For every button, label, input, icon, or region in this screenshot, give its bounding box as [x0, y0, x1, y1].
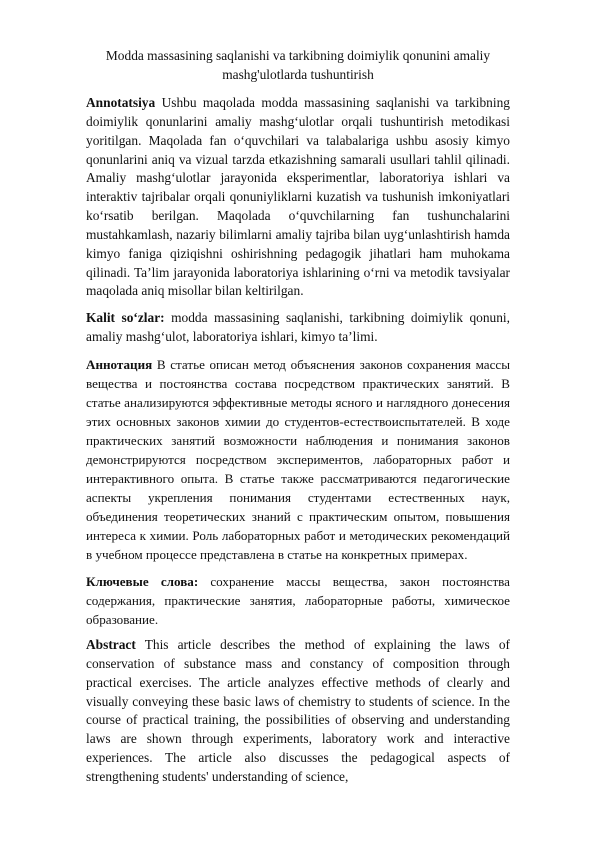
abstract-en-heading: Abstract	[86, 636, 136, 652]
keywords-ru	[86, 572, 510, 629]
abstract-en-text: This article describes the method of explaining the laws of conservation of substance mass and constancy of composition through practical exercises. The article analyzes effective methods of clearly and visually conveying these basic laws of chemistry to students of science. In the course of practical training, the possibilities of observing and understanding laws are shown through experiments, laboratory work and interactive experiences. The article also discusses the pedagogical aspects of strengthening students' understanding of science,	[86, 636, 510, 784]
annotation-ru-heading: Аннотация	[86, 356, 153, 372]
annotation-ru-text: В статье описан метод объяснения законов сохранения массы вещества и постоянства состава посредством практических занятий. В статье анализируются эффективные методы ясного и наглядного донесения этих основных законов химии до студентов-естествоиспытателей. В ходе практических занятий возможности наблюдения и понимания законов демонстрируются посредством экспериментов, лабораторных работ и интерактивного опыта. В статье также рассматриваются педагогические аспекты укрепления понимания студентами естественных наук, объединения теоретических знаний с практическим опытом, повышения интереса к химии. Роль лабораторных работ и методических рекомендаций в учебном процессе представлена в статье на конкретных примерах.	[86, 356, 510, 562]
keywords-ru-text: сохранение массы вещества, закон постоянства содержания, практические занятия, лабораторные работы, химическое образование.	[86, 573, 510, 627]
paper-title-line-2: mashg'ulotlarda tushuntirish	[222, 67, 374, 82]
keywords-uz	[86, 309, 510, 347]
paper-title	[86, 46, 510, 84]
abstract-en	[86, 636, 510, 787]
annotation-uz	[86, 94, 510, 301]
document-page	[86, 46, 510, 795]
annotation-ru	[86, 355, 510, 564]
annotation-uz-text: Ushbu maqolada modda massasining saqlanishi va tarkibning doimiylik qonunlarini amaliy mashg‘ulotlar orqali tushuntirish metodikasi yoritilgan. Maqolada fan o‘quvchilari va talabalariga ushbu asosiy kimyo qonunlarini aniq va vizual tarzda etkazishning samarali usullari tahlil qilinadi. Amaliy mashg‘ulotlar jarayonida eksperimentlar, laboratoriya ishlari va interaktiv tajribalar orqali qonuniyliklarni kuzatish va tushunish imkoniyatlari ko‘rsatib berilgan. Maqolada o‘quvchilarning fan tushunchalarini mustahkamlash, nazariy bilimlarni amaliy tajriba bilan uyg‘unlashtirish hamda kimyo faniga qiziqishni oshirishning pedagogik jihatlari ham muhokama qilinadi. Ta’lim jarayonida laboratoriya ishlarining o‘rni va metodik tavsiyalar maqolada aniq misollar bilan keltirilgan.	[86, 95, 510, 299]
annotation-uz-heading: Annotatsiya	[86, 95, 156, 110]
keywords-ru-heading: Ключевые слова:	[86, 573, 199, 589]
paper-title-line-1: Modda massasining saqlanishi va tarkibning doimiylik qonunini amaliy	[105, 48, 491, 63]
keywords-uz-heading: Kalit so‘zlar:	[86, 310, 165, 326]
keywords-uz-text: modda massasining saqlanishi, tarkibning doimiylik qonuni, amaliy mashg‘ulot, laboratoriya ishlari, kimyo ta’limi.	[86, 310, 510, 345]
